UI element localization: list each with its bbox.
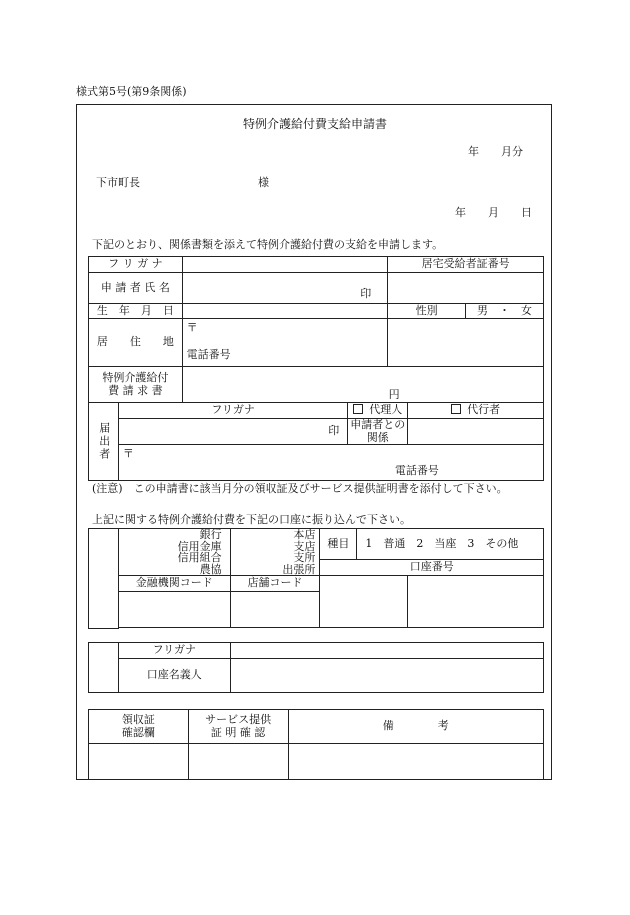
notifier-phone-label: 電話番号 bbox=[394, 463, 439, 477]
notifier-name-field[interactable] bbox=[118, 419, 347, 445]
notifier-label: 届出者 bbox=[89, 403, 119, 481]
receipt-check-field[interactable] bbox=[89, 744, 189, 780]
postal-mark: 〒 bbox=[186, 321, 198, 334]
yen-unit: 円 bbox=[388, 388, 400, 402]
receipt-label-1: 領収証 bbox=[121, 712, 155, 726]
account-number-label: 口座番号 bbox=[409, 560, 454, 574]
address-extra-field[interactable] bbox=[388, 319, 544, 367]
receipt-check-label bbox=[89, 710, 189, 744]
applicant-name-label: 申 請 者 氏 名 bbox=[89, 273, 183, 304]
intro-text: 下記のとおり、関係書類を添えて特例介護給付費の支給を申請します。 bbox=[92, 238, 444, 251]
holder-furigana-field[interactable] bbox=[230, 643, 543, 659]
agent-box-icon bbox=[353, 404, 363, 414]
recipient-number-label: 居宅受給者証番号 bbox=[388, 257, 544, 273]
holder-name-label: 口座名義人 bbox=[118, 659, 230, 693]
account-kind-block[interactable] bbox=[320, 529, 544, 576]
service-proof-field[interactable] bbox=[188, 744, 288, 780]
branch-type-4: 出張所 bbox=[282, 562, 316, 576]
address-label: 居 住 地 bbox=[89, 319, 183, 367]
holder-side-blank bbox=[89, 643, 119, 693]
seal-mark: 印 bbox=[360, 287, 372, 301]
sex-options[interactable]: 男 ・ 女 bbox=[466, 304, 544, 319]
recipient-number-field[interactable] bbox=[388, 273, 544, 304]
applicant-name-field[interactable] bbox=[182, 273, 388, 304]
account-number-field-2[interactable] bbox=[408, 576, 544, 628]
notifier-postal-mark: 〒 bbox=[122, 447, 134, 461]
institution-code-field[interactable] bbox=[118, 592, 230, 628]
bank-type-3: 信用組合 bbox=[177, 551, 222, 565]
agent-checkbox[interactable] bbox=[348, 403, 408, 419]
addressee: 下市町長 bbox=[96, 176, 140, 189]
holder-furigana-label: フリガナ bbox=[118, 643, 230, 659]
service-label-2: 証 明 確 認 bbox=[210, 725, 266, 739]
receipt-label-2: 確認欄 bbox=[121, 725, 155, 739]
service-proof-label bbox=[188, 710, 288, 744]
attachment-note: (注意) この申請書に該当月分の領収証及びサービス提供証明書を添付して下さい。 bbox=[92, 482, 508, 495]
phone-label: 電話番号 bbox=[186, 347, 231, 361]
sex-label: 性別 bbox=[388, 304, 466, 319]
year-month: 年 月分 bbox=[468, 145, 523, 158]
account-kind-options[interactable]: 1 普通 2 当座 3 その他 bbox=[365, 536, 519, 550]
agent-label: 代理人 bbox=[369, 403, 403, 417]
claim-label-line2: 費 請 求 書 bbox=[108, 383, 163, 397]
bank-side-blank bbox=[89, 529, 119, 629]
remarks-label: 備 考 bbox=[288, 710, 543, 744]
remarks-field[interactable] bbox=[288, 744, 543, 780]
bank-type-1: 銀行 bbox=[199, 528, 222, 541]
institution-code-label: 金融機関コード bbox=[118, 576, 230, 592]
notifier-seal: 印 bbox=[328, 424, 340, 438]
branch-type-3: 支所 bbox=[293, 551, 316, 565]
form-title: 特例介護給付費支給申請書 bbox=[242, 117, 387, 131]
proxy-box-icon bbox=[451, 404, 461, 414]
branch-code-label: 店舗コード bbox=[230, 576, 320, 592]
service-label-1: サービス提供 bbox=[205, 712, 272, 726]
claim-amount-field[interactable] bbox=[182, 367, 543, 403]
application-date: 年 月 日 bbox=[455, 206, 532, 219]
bank-table bbox=[88, 528, 544, 629]
birthdate-label: 生 年 月 日 bbox=[89, 304, 183, 319]
bank-type-2: 信用金庫 bbox=[177, 539, 222, 553]
account-number-field[interactable] bbox=[320, 576, 408, 628]
furigana-field[interactable] bbox=[182, 257, 388, 273]
relation-label: 申請者との関係 bbox=[348, 419, 408, 445]
notifier-furigana-label: フリガナ bbox=[118, 403, 347, 419]
proxy-label: 代行者 bbox=[467, 403, 501, 417]
account-kind-label: 種目 bbox=[320, 529, 357, 559]
proxy-checkbox[interactable] bbox=[408, 403, 544, 419]
relation-field[interactable] bbox=[408, 419, 544, 445]
holder-table bbox=[88, 642, 544, 693]
honorific: 様 bbox=[258, 176, 269, 189]
branch-type-options[interactable] bbox=[230, 529, 320, 576]
birthdate-field[interactable] bbox=[182, 304, 388, 319]
bank-intro: 上記に関する特例介護給付費を下記の口座に振り込んで下さい。 bbox=[92, 513, 411, 526]
branch-type-1: 本店 bbox=[293, 528, 316, 541]
branch-type-2: 支店 bbox=[293, 539, 316, 553]
notifier-address-field[interactable] bbox=[118, 445, 543, 481]
address-field[interactable] bbox=[182, 319, 388, 367]
furigana-label: フ リ ガ ナ bbox=[89, 257, 183, 273]
bank-type-4: 農協 bbox=[199, 562, 222, 576]
confirmation-table bbox=[88, 709, 544, 780]
claim-label-line1: 特例介護給付 bbox=[102, 370, 169, 384]
branch-code-field[interactable] bbox=[230, 592, 320, 628]
holder-name-field[interactable] bbox=[230, 659, 543, 693]
claim-label bbox=[89, 367, 183, 403]
form-id: 様式第5号(第9条関係) bbox=[76, 85, 187, 98]
applicant-table bbox=[88, 256, 544, 481]
bank-type-options[interactable] bbox=[118, 529, 230, 576]
